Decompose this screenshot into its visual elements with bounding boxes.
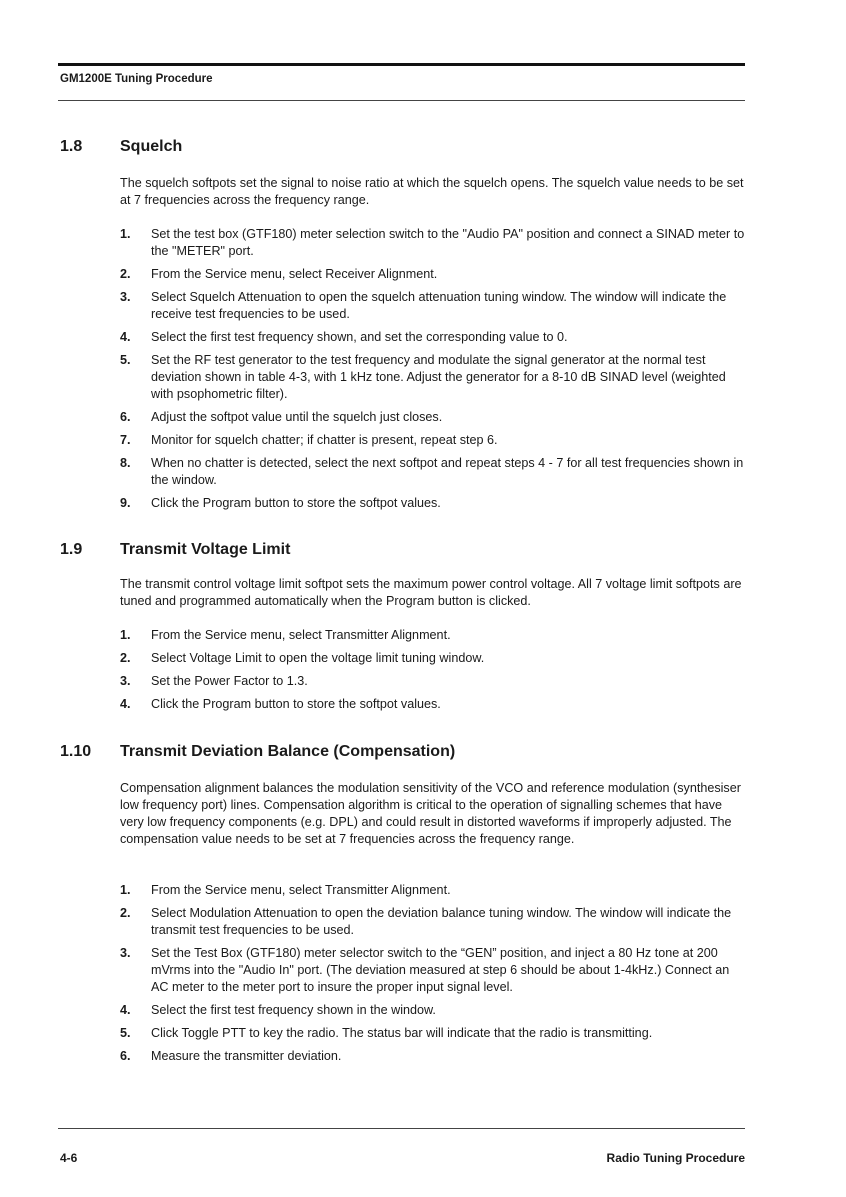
step-text: Set the test box (GTF180) meter selection switch to the "Audio PA" position and connect a SINAD meter to the "METER" port. xyxy=(151,227,745,258)
step-text: Click the Program button to store the softpot values. xyxy=(151,697,441,711)
page-number: 4-6 xyxy=(60,1151,78,1165)
section-intro: Compensation alignment balances the modulation sensitivity of the VCO and reference modulation (synthesiser low frequency port) lines. Compensation algorithm is critical to the operation of signalling schemes that have very low frequency components (e.g. DPL) and could result in distorted waveforms if improperly adjusted. The compensation value needs to be set at 7 frequencies across the frequency range. xyxy=(120,781,741,846)
header-divider xyxy=(58,100,745,101)
step-number: 3. xyxy=(120,674,131,688)
step-number: 9. xyxy=(120,496,131,510)
list-item xyxy=(120,882,745,899)
list-item xyxy=(120,1025,745,1042)
list-item xyxy=(120,696,745,713)
list-item xyxy=(120,329,745,346)
section-intro: The transmit control voltage limit softpot sets the maximum power control voltage. All 7 voltage limit softpots are tuned and programmed automatically when the Program button is clicked. xyxy=(120,577,742,608)
list-item xyxy=(120,1002,745,1019)
list-item xyxy=(120,650,745,667)
section-number: 1.8 xyxy=(60,138,83,155)
step-text: Select Modulation Attenuation to open the deviation balance tuning window. The window will indicate the transmit test frequencies to be used. xyxy=(151,906,732,937)
step-text: Select the first test frequency shown in the window. xyxy=(151,1003,436,1017)
step-text: From the Service menu, select Transmitter Alignment. xyxy=(151,883,451,897)
step-number: 6. xyxy=(120,410,131,424)
step-text: Click Toggle PTT to key the radio. The status bar will indicate that the radio is transmitting. xyxy=(151,1026,653,1040)
list-item xyxy=(120,945,745,996)
step-number: 8. xyxy=(120,456,131,470)
list-item xyxy=(120,266,745,283)
step-number: 2. xyxy=(120,267,131,281)
step-number: 3. xyxy=(120,290,131,304)
header-rule xyxy=(58,63,745,66)
list-item xyxy=(120,905,745,939)
step-number: 5. xyxy=(120,1026,131,1040)
step-number: 5. xyxy=(120,353,131,367)
section-title: Transmit Deviation Balance (Compensation) xyxy=(120,743,456,760)
list-item xyxy=(120,409,745,426)
list-item xyxy=(120,352,745,403)
step-number: 3. xyxy=(120,946,131,960)
step-text: Select the first test frequency shown, and set the corresponding value to 0. xyxy=(151,330,568,344)
list-item xyxy=(120,1048,745,1065)
list-item xyxy=(120,627,745,644)
step-number: 4. xyxy=(120,330,131,344)
step-number: 2. xyxy=(120,651,131,665)
section-number: 1.9 xyxy=(60,541,83,558)
step-list xyxy=(120,627,745,719)
list-item xyxy=(120,432,745,449)
step-number: 2. xyxy=(120,906,131,920)
step-list xyxy=(120,882,745,1071)
list-item xyxy=(120,495,745,512)
step-text: Set the Power Factor to 1.3. xyxy=(151,674,308,688)
step-text: Select Voltage Limit to open the voltage limit tuning window. xyxy=(151,651,485,665)
document-title: GM1200E Tuning Procedure xyxy=(60,73,213,85)
step-text: Set the RF test generator to the test frequency and modulate the signal generator at the normal test deviation shown in table 4-3, with 1 kHz tone. Adjust the generator for a 8-10 dB SINAD level (weighted with psophometric filter). xyxy=(151,353,726,401)
list-item xyxy=(120,226,745,260)
step-text: From the Service menu, select Receiver Alignment. xyxy=(151,267,438,281)
chapter-title: Radio Tuning Procedure xyxy=(606,1151,745,1165)
step-number: 1. xyxy=(120,883,131,897)
step-text: Adjust the softpot value until the squelch just closes. xyxy=(151,410,443,424)
footer-divider xyxy=(58,1128,745,1129)
section-title: Squelch xyxy=(120,138,183,155)
section-intro: The squelch softpots set the signal to noise ratio at which the squelch opens. The squelch value needs to be set at 7 frequencies across the frequency range. xyxy=(120,176,744,207)
step-number: 7. xyxy=(120,433,131,447)
step-number: 4. xyxy=(120,1003,131,1017)
step-text: Monitor for squelch chatter; if chatter is present, repeat step 6. xyxy=(151,433,498,447)
step-number: 6. xyxy=(120,1049,131,1063)
list-item xyxy=(120,455,745,489)
step-text: Measure the transmitter deviation. xyxy=(151,1049,342,1063)
section-number: 1.10 xyxy=(60,743,92,760)
step-number: 4. xyxy=(120,697,131,711)
step-text: Set the Test Box (GTF180) meter selector switch to the “GEN” position, and inject a 80 Hz tone at 200 mVrms into the "Audio In" port. (The deviation measured at step 6 should be about 1-4kHz.) Connect an AC meter to the meter port to insure the proper input signal level. xyxy=(151,946,730,994)
step-text: Select Squelch Attenuation to open the squelch attenuation tuning window. The window will indicate the receive test frequencies to be used. xyxy=(151,290,727,321)
step-number: 1. xyxy=(120,227,131,241)
step-text: From the Service menu, select Transmitter Alignment. xyxy=(151,628,451,642)
step-text: When no chatter is detected, select the next softpot and repeat steps 4 - 7 for all test frequencies shown in the window. xyxy=(151,456,744,487)
section-title: Transmit Voltage Limit xyxy=(120,541,291,558)
step-text: Click the Program button to store the softpot values. xyxy=(151,496,441,510)
step-list xyxy=(120,226,745,518)
list-item xyxy=(120,289,745,323)
list-item xyxy=(120,673,745,690)
step-number: 1. xyxy=(120,628,131,642)
